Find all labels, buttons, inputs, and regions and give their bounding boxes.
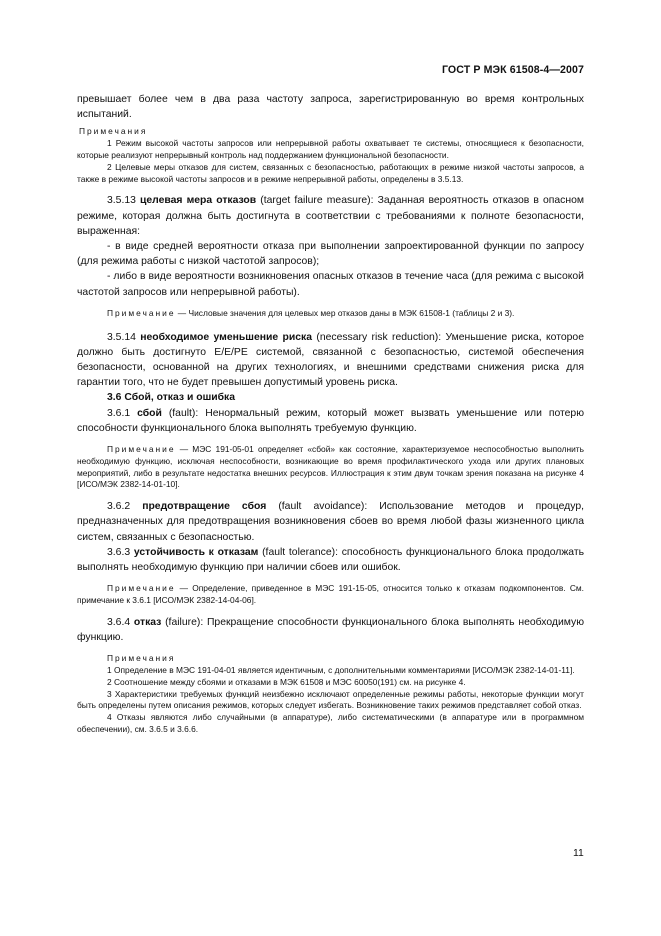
note-text: — Определение, приведенное в МЭС 191-15-05, относится только к отказам подкомпонентов. См. примечание к 3.6.1 [ИСО/МЭК 2382-14-04-06]. [77,583,584,606]
term-definition: (failure): Прекращение способности функционального блока выполнять необходимую функцию. [77,616,584,644]
term-3-5-13 [77,193,584,239]
term-number: 3.5.13 [107,195,136,207]
term-3-5-14 [77,330,584,391]
term-number: 3.6.2 [107,501,131,513]
term-title: сбой [137,407,162,419]
term-title: устойчивость к отказам [133,546,259,558]
term-number: 3.6.4 [107,616,131,628]
page-content [77,92,584,736]
note-item: 4 Отказы являются либо случайными (в аппаратуре), либо систематическими (в аппаратуре или в программном обеспечении), см. 3.6.5 и 3.6.6. [77,712,584,735]
note-single [77,444,584,491]
term-title: необходимое уменьшение риска [140,331,313,343]
note-label: Примечание [107,583,176,594]
term-definition: (fault): Ненормальный режим, который может вызвать уменьшение или потерю способности функционального блока выполнять требуемую функцию. [77,407,584,434]
term-3-6-2 [77,499,584,545]
term-definition: (target failure measure): Заданная вероятность отказов в опасном режиме, которая должна быть достигнута в соответствии с требованиями к полноте безопасности, выраженная: [77,195,584,237]
term-definition: (necessary risk reduction): Уменьшение риска, которое должно быть достигнуто E/E/PE системой, связанной с безопасностью, системой обеспечения безопасности, основанной на других технологиях, и внешними средствами снижения риска для гарантии того, что не будет превышен допустимый уровень риска. [77,331,584,389]
note-text: — МЭС 191-05-01 определяет «сбой» как состояние, характеризуемое неспособностью выполнить необходимую функцию, исключая неспособности, возникающие во время профилактического ухода или других плановых мероприятий, либо в результате недостатка внешних ресурсов. Иллюстрация к этим двум точкам зрения показана на рисунке 4 [ИСО/МЭК 2382-14-01-10]. [77,444,584,490]
term-3-6-4 [77,615,584,645]
bullet-item: - либо в виде вероятности возникновения опасных отказов в течение часа (для режима с высокой частотой запросов или непрерывной работы). [77,271,584,298]
term-3-6-1 [77,406,584,436]
term-definition: (fault avoidance): Использование методов и процедур, предназначенных для предотвращения возникновения сбоев во время любой фазы жизненного цикла систем, связанных с безопасностью. [77,501,584,543]
notes-heading: Примечания [107,653,176,664]
term-number: 3.6.1 [107,407,131,419]
note-item: 2 Соотношение между сбоями и отказами в МЭК 61508 и МЭС 60050(191) см. на рисунке 4. [107,676,466,687]
page-number: 11 [573,848,584,859]
bullet-item: - в виде средней вероятности отказа при выполнении запроектированной функции по запросу (для режима работы с низкой частотой запросов); [77,241,584,268]
term-title: целевая мера отказов [139,195,257,207]
term-definition: (fault tolerance): способность функционального блока продолжать выполнять необходимую функцию при наличии сбоев или ошибок. [77,546,584,574]
note-text: — Числовые значения для целевых мер отказов даны в МЭК 61508-1 (таблицы 2 и 3). [175,307,515,318]
note-item: 2 Целевые меры отказов для систем, связанных с безопасностью, работающих в режиме низкой частоты запросов, а также в режиме высокой частоты запросов и в режиме непрерывной работы, определены в 3.5.13. [77,161,584,184]
section-heading-3-6: 3.6 Сбой, отказ и ошибка [107,392,236,404]
term-title: предотвращение сбоя [142,501,267,513]
intro-paragraph: превышает более чем в два раза частоту запроса, зарегистрированную во время контрольных испытаний. [77,94,584,121]
note-single [77,308,584,320]
term-title: отказ [133,616,162,628]
term-number: 3.5.14 [107,331,136,343]
note-single [77,583,584,607]
note-label: Примечание [107,444,176,455]
note-item: 3 Характеристики требуемых функций неизбежно исключают определенные режимы работы, некоторые функции могут быть определены путем описания режимов, которых следует избегать. Возникновение таких режимов представляет собой отказ. [77,688,584,711]
note-item: 1 Режим высокой частоты запросов или непрерывной работы охватывает те системы, относящиеся к безопасности, которые реализуют непрерывный контроль над поддержанием функциональной безопасности. [77,138,584,160]
standard-header: ГОСТ Р МЭК 61508-4—2007 [441,64,584,76]
notes-heading: Примечания [79,126,148,137]
note-label: Примечание [107,307,176,318]
term-3-6-3 [77,545,584,575]
note-item: 1 Определение в МЭС 191-04-01 является идентичным, с дополнительными комментариями [ИСО/МЭК 2382-14-01-11]. [107,665,575,676]
notes-block-2 [77,653,584,736]
notes-block-1 [77,126,584,185]
term-number: 3.6.3 [107,546,131,558]
